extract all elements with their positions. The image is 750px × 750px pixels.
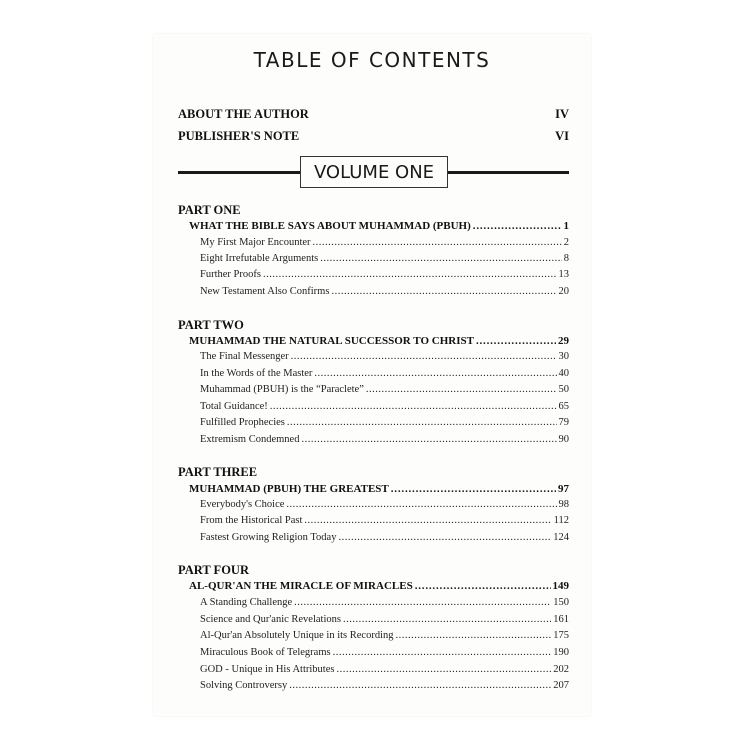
entry-page: 2 (563, 237, 569, 248)
toc-entry (200, 237, 569, 248)
entry-title: Muhammad (PBUH) is the “Paraclete” (200, 384, 364, 395)
entry-page: 50 (558, 384, 569, 395)
entry-page: 8 (563, 253, 569, 264)
chapter-title: MUHAMMAD THE NATURAL SUCCESSOR TO CHRIST (189, 335, 474, 347)
dot-leader (396, 630, 552, 641)
toc-entry (200, 434, 569, 445)
entry-title: The Final Messenger (200, 351, 289, 362)
volume-rule-right (448, 171, 569, 174)
toc-entry (200, 680, 569, 691)
entry-title: GOD - Unique in His Attributes (200, 664, 335, 675)
dot-leader (415, 580, 551, 592)
dot-leader (291, 351, 557, 362)
chapter-title: WHAT THE BIBLE SAYS ABOUT MUHAMMAD (PBUH) (189, 220, 471, 232)
page-title: TABLE OF CONTENTS (253, 48, 491, 72)
book-page (153, 34, 591, 716)
entry-page: 112 (553, 515, 569, 526)
entry-title: Fastest Growing Religion Today (200, 532, 337, 543)
entry-title: Solving Controversy (200, 680, 288, 691)
dot-leader (366, 384, 557, 395)
dot-leader (289, 680, 551, 691)
part-label: PART ONE (178, 203, 241, 217)
entry-title: New Testament Also Confirms (200, 286, 330, 297)
entry-page: 79 (558, 417, 569, 428)
toc-entry (200, 597, 569, 608)
toc-entry (200, 515, 569, 526)
chapter-page: 1 (563, 220, 569, 232)
toc-entry (200, 630, 569, 641)
dot-leader (270, 401, 557, 412)
entry-title: Miraculous Book of Telegrams (200, 647, 331, 658)
entry-title: From the Historical Past (200, 515, 303, 526)
volume-heading (178, 156, 569, 190)
toc-entry (200, 368, 569, 379)
entry-title: Extremism Condemned (200, 434, 300, 445)
chapter-page: 97 (558, 483, 569, 495)
entry-page: 124 (553, 532, 569, 543)
dot-leader (338, 532, 551, 543)
toc-entry (200, 417, 569, 428)
front-matter-row (178, 107, 569, 122)
dot-leader (294, 597, 551, 608)
toc-entry (200, 499, 569, 510)
chapter-row (189, 580, 569, 592)
dot-leader (286, 499, 556, 510)
chapter-row (189, 220, 569, 232)
toc-entry (200, 351, 569, 362)
toc-entry (200, 269, 569, 280)
entry-page: 20 (558, 286, 569, 297)
entry-page: 161 (553, 614, 569, 625)
entry-page: 190 (553, 647, 569, 658)
chapter-title: MUHAMMAD (PBUH) THE GREATEST (189, 483, 389, 495)
entry-title: Further Proofs (200, 269, 261, 280)
toc-entry (200, 401, 569, 412)
entry-page: 40 (558, 368, 569, 379)
chapter-row (189, 483, 569, 495)
dot-leader (320, 253, 562, 264)
chapter-page: 29 (558, 335, 569, 347)
entry-title: In the Words of the Master (200, 368, 313, 379)
entry-title: Eight Irrefutable Arguments (200, 253, 319, 264)
entry-title: Science and Qur'anic Revelations (200, 614, 341, 625)
dot-leader (343, 614, 551, 625)
entry-page: 207 (553, 680, 569, 691)
dot-leader (314, 368, 556, 379)
toc-entry (200, 614, 569, 625)
dot-leader (287, 417, 557, 428)
chapter-row (189, 335, 569, 347)
entry-page: 202 (553, 664, 569, 675)
toc-entry (200, 286, 569, 297)
volume-rule-left (178, 171, 300, 174)
front-matter-page: IV (555, 107, 569, 121)
volume-label: VOLUME ONE (300, 156, 448, 188)
front-matter-row (178, 129, 569, 144)
dot-leader (391, 483, 556, 495)
toc-entry (200, 532, 569, 543)
dot-leader (313, 237, 562, 248)
dot-leader (473, 220, 562, 232)
front-matter-page: VI (555, 129, 569, 143)
dot-leader (331, 286, 556, 297)
dot-leader (304, 515, 551, 526)
dot-leader (336, 664, 551, 675)
entry-page: 150 (553, 597, 569, 608)
part-label: PART FOUR (178, 563, 249, 577)
entry-title: Al-Qur'an Absolutely Unique in its Recording (200, 630, 394, 641)
toc-entry (200, 647, 569, 658)
entry-title: A Standing Challenge (200, 597, 293, 608)
entry-title: Fulfilled Prophecies (200, 417, 285, 428)
dot-leader (263, 269, 557, 280)
toc-entry (200, 664, 569, 675)
part-label: PART THREE (178, 465, 258, 479)
dot-leader (301, 434, 556, 445)
part-label: PART TWO (178, 318, 244, 332)
entry-title: Total Guidance! (200, 401, 268, 412)
front-matter-label: ABOUT THE AUTHOR (178, 107, 309, 121)
entry-page: 65 (558, 401, 569, 412)
front-matter-label: PUBLISHER'S NOTE (178, 129, 300, 143)
dot-leader (333, 647, 552, 658)
dot-leader (476, 335, 556, 347)
entry-title: My First Major Encounter (200, 237, 311, 248)
entry-page: 90 (558, 434, 569, 445)
chapter-page: 149 (552, 580, 569, 592)
entry-page: 30 (558, 351, 569, 362)
chapter-title: AL-QUR'AN THE MIRACLE OF MIRACLES (189, 580, 413, 592)
entry-page: 175 (553, 630, 569, 641)
toc-entry (200, 253, 569, 264)
entry-page: 13 (558, 269, 569, 280)
toc-entry (200, 384, 569, 395)
entry-title: Everybody's Choice (200, 499, 285, 510)
entry-page: 98 (558, 499, 569, 510)
